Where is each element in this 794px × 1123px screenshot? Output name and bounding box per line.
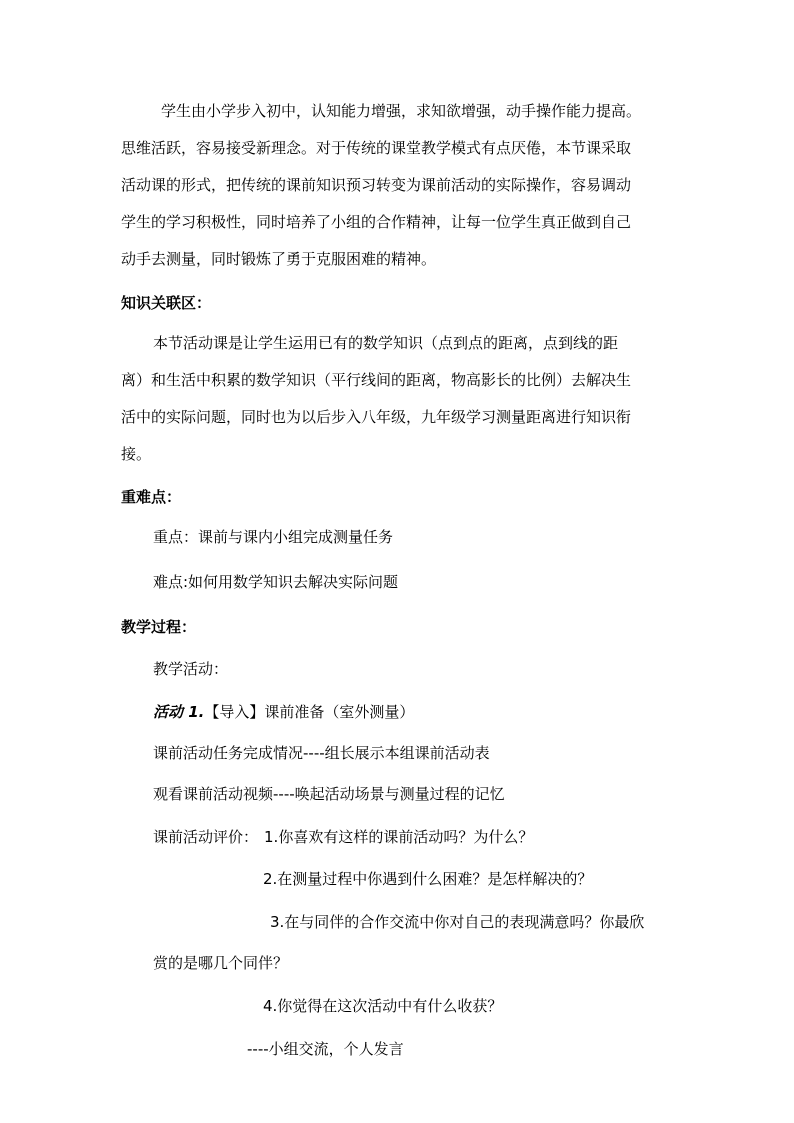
activity-1-title: 【导入】课前准备（室外测量） (204, 703, 415, 721)
intro-line-1: 学生由小学步入初中，认知能力增强，求知欲增强，动手操作能力提高。 (161, 102, 642, 120)
eval-label: 课前活动评价： (153, 828, 259, 846)
process-heading: 教学过程： (121, 618, 197, 636)
question-3-cont: 赏的是哪几个同伴？ (153, 954, 289, 972)
activities-label: 教学活动： (153, 660, 229, 678)
question-3: 3.在与同伴的合作交流中你对自己的表现满意吗？你最欣 (270, 913, 645, 931)
key-points-heading: 重难点： (121, 488, 182, 506)
task-line: 课前活动任务完成情况----组长展示本组课前活动表 (153, 744, 490, 762)
question-1: 1.你喜欢有这样的课前活动吗？为什么？ (264, 828, 534, 846)
closing-line: ----小组交流，个人发言 (247, 1040, 404, 1058)
activity-1-line (153, 702, 414, 722)
knowledge-line-4: 接。 (121, 445, 152, 463)
intro-line-2: 思维活跃，容易接受新理念。对于传统的课堂教学模式有点厌倦，本节课采取 (121, 139, 632, 157)
intro-line-4: 学生的学习积极性，同时培养了小组的合作精神，让每一位学生真正做到自己 (121, 213, 632, 231)
key-point-difficulty: 难点:如何用数学知识去解决实际问题 (153, 573, 399, 591)
knowledge-line-1: 本节活动课是让学生运用已有的数学知识（点到点的距离，点到线的距 (153, 334, 619, 352)
video-line: 观看课前活动视频----唤起活动场景与测量过程的记忆 (153, 785, 505, 803)
intro-line-5: 动手去测量，同时锻炼了勇于克服困难的精神。 (121, 250, 437, 268)
key-point-focus: 重点：课前与课内小组完成测量任务 (153, 528, 394, 546)
question-2: 2.在测量过程中你遇到什么困难？是怎样解决的？ (263, 870, 593, 888)
eval-line (153, 827, 533, 847)
activity-1-prefix: 活动 1. (153, 703, 205, 721)
knowledge-line-3: 活中的实际问题，同时也为以后步入八年级，九年级学习测量距离进行知识衔 (121, 408, 632, 426)
intro-line-3: 活动课的形式，把传统的课前知识预习转变为课前活动的实际操作，容易调动 (121, 176, 632, 194)
knowledge-heading: 知识关联区： (121, 294, 212, 312)
knowledge-line-2: 离）和生活中积累的数学知识（平行线间的距离，物高影长的比例）去解决生 (121, 371, 632, 389)
question-4: 4.你觉得在这次活动中有什么收获？ (263, 997, 503, 1015)
